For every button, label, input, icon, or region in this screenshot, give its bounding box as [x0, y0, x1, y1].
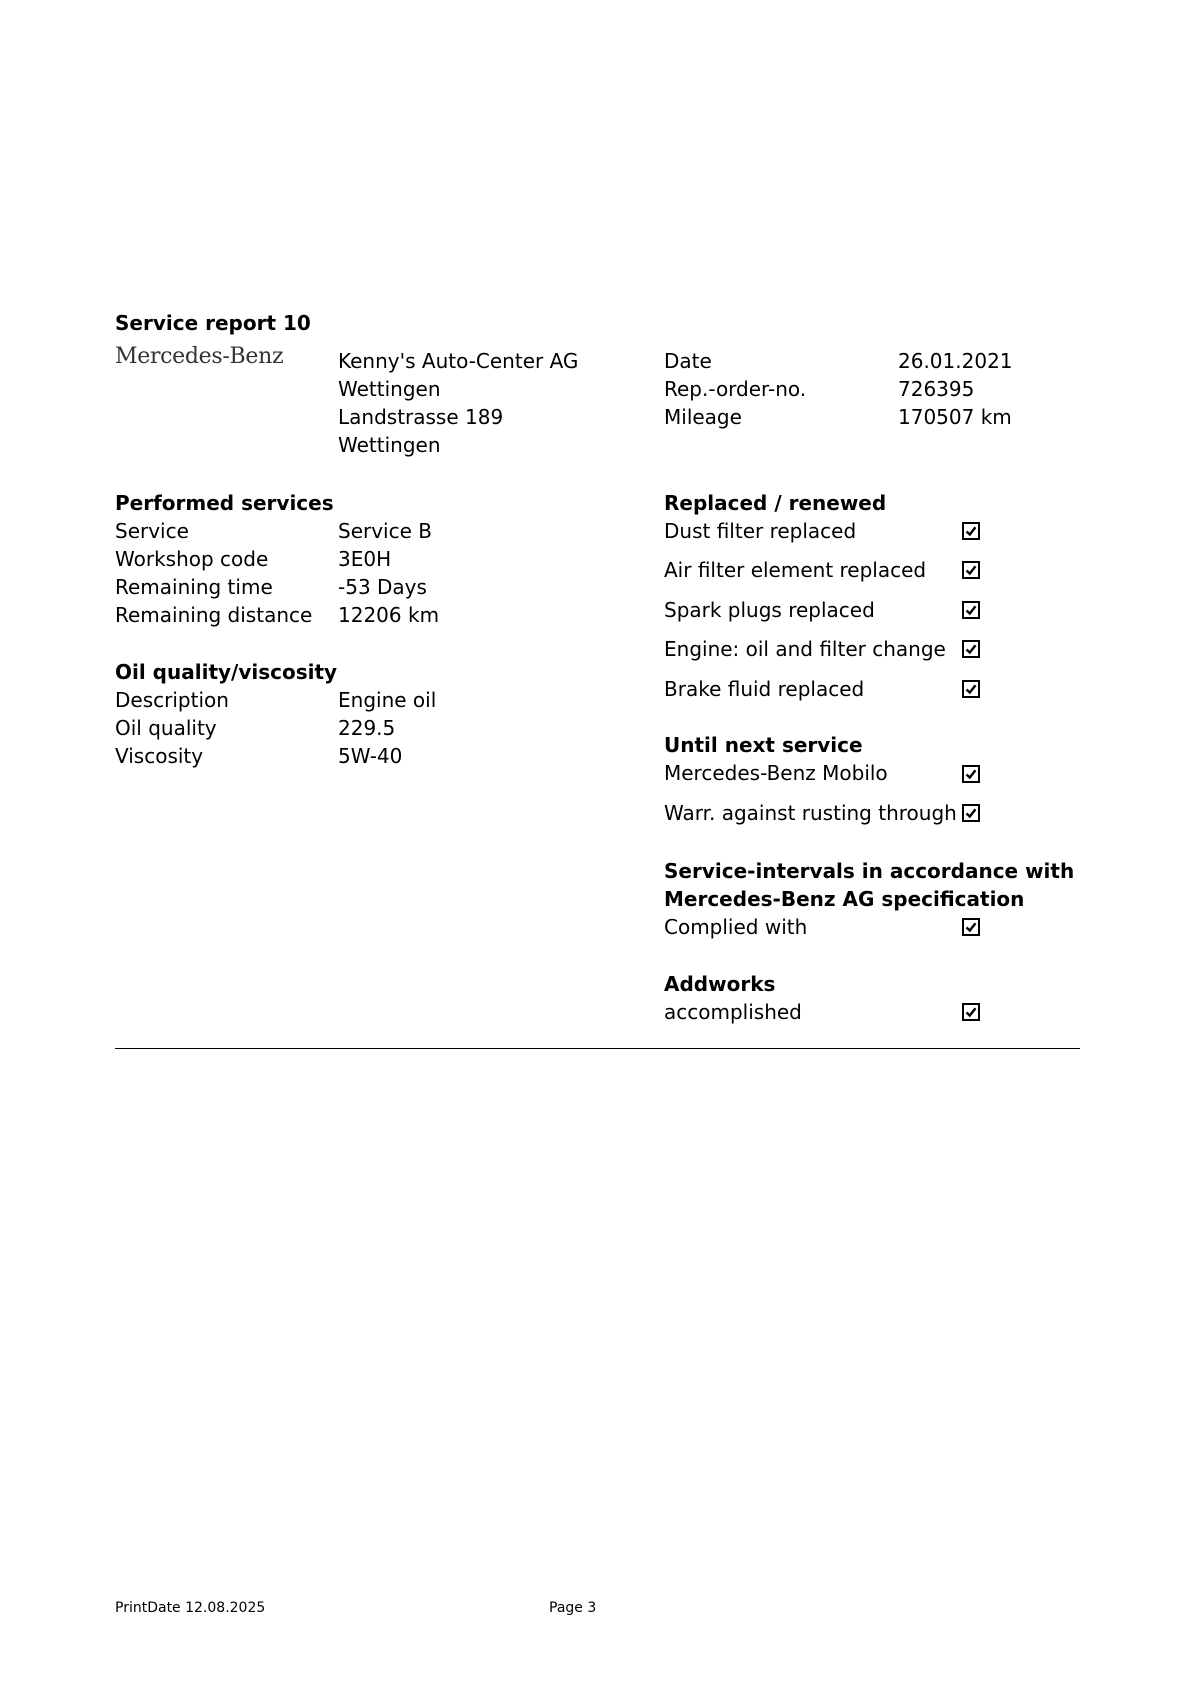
checkbox-checked-icon: [962, 765, 980, 783]
replaced-heading: Replaced / renewed: [664, 491, 887, 515]
intervals-heading: Service-intervals in accordance with: [664, 859, 1075, 883]
oil-label: Description: [115, 688, 229, 712]
checkbox-checked-icon: [962, 601, 980, 619]
checkbox-checked-icon: [962, 640, 980, 658]
performed-label: Service: [115, 519, 189, 543]
performed-label: Remaining distance: [115, 603, 313, 627]
performed-value: 3E0H: [338, 547, 392, 571]
dealer-line: Landstrasse 189: [338, 405, 504, 429]
replaced-item-label: Engine: oil and filter change: [664, 637, 946, 661]
performed-label: Workshop code: [115, 547, 269, 571]
performed-value: 12206 km: [338, 603, 440, 627]
dealer-line: Wettingen: [338, 433, 441, 457]
checkbox-checked-icon: [962, 1003, 980, 1021]
meta-value-date: 26.01.2021: [898, 349, 1013, 373]
next-service-item-label: Warr. against rusting through: [664, 801, 957, 825]
brand-logo-text: Mercedes-Benz: [115, 344, 284, 369]
dealer-line: Kenny's Auto-Center AG: [338, 349, 579, 373]
meta-label-order: Rep.-order-no.: [664, 377, 807, 401]
addworks-item-label: accomplished: [664, 1000, 802, 1024]
replaced-item-label: Dust filter replaced: [664, 519, 857, 543]
checkbox-checked-icon: [962, 680, 980, 698]
performed-label: Remaining time: [115, 575, 273, 599]
checkbox-checked-icon: [962, 804, 980, 822]
addworks-heading: Addworks: [664, 972, 776, 996]
page-number: Page 3: [549, 1600, 597, 1616]
replaced-item-label: Air filter element replaced: [664, 558, 927, 582]
performed-heading: Performed services: [115, 491, 334, 515]
oil-value: 229.5: [338, 716, 396, 740]
replaced-item-label: Brake fluid replaced: [664, 677, 865, 701]
next-service-heading: Until next service: [664, 733, 863, 757]
oil-value: 5W-40: [338, 744, 403, 768]
checkbox-checked-icon: [962, 522, 980, 540]
oil-value: Engine oil: [338, 688, 437, 712]
intervals-heading: Mercedes-Benz AG specification: [664, 887, 1025, 911]
next-service-item-label: Mercedes-Benz Mobilo: [664, 761, 888, 785]
meta-value-order: 726395: [898, 377, 975, 401]
oil-heading: Oil quality/viscosity: [115, 660, 338, 684]
oil-label: Oil quality: [115, 716, 217, 740]
replaced-item-label: Spark plugs replaced: [664, 598, 875, 622]
print-date: PrintDate 12.08.2025: [115, 1600, 266, 1616]
meta-value-mileage: 170507 km: [898, 405, 1012, 429]
intervals-item-label: Complied with: [664, 915, 808, 939]
section-divider: [115, 1048, 1080, 1049]
meta-label-mileage: Mileage: [664, 405, 742, 429]
performed-value: Service B: [338, 519, 432, 543]
dealer-line: Wettingen: [338, 377, 441, 401]
meta-label-date: Date: [664, 349, 712, 373]
checkbox-checked-icon: [962, 561, 980, 579]
performed-value: -53 Days: [338, 575, 427, 599]
checkbox-checked-icon: [962, 918, 980, 936]
report-title: Service report 10: [115, 311, 311, 335]
oil-label: Viscosity: [115, 744, 204, 768]
